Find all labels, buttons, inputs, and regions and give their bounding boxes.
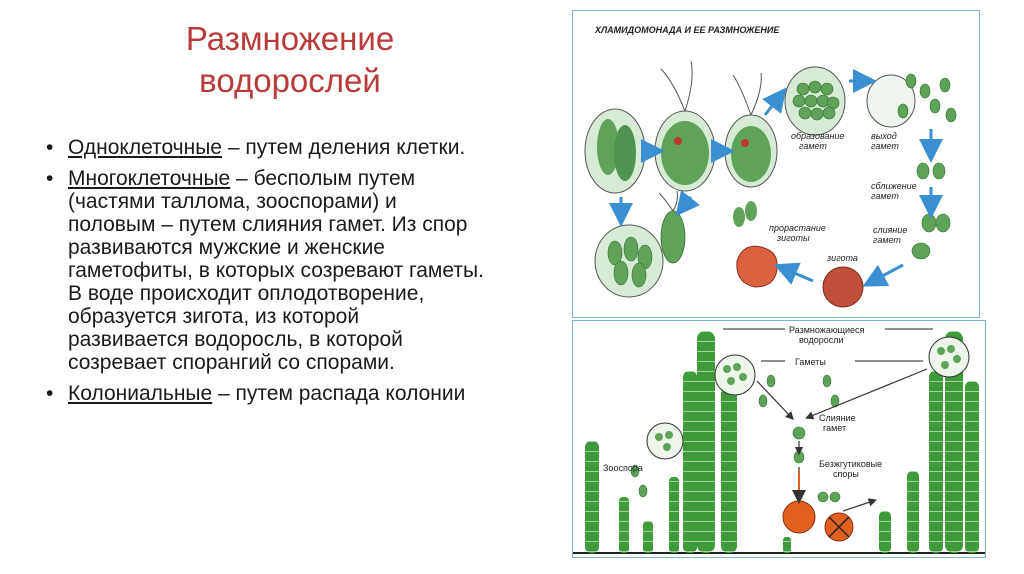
ulothrix-diagram	[573, 321, 985, 557]
cell-gamete-exit	[867, 74, 956, 127]
label-approach: сближение	[871, 181, 917, 191]
cell-dividing-2	[655, 61, 715, 191]
gametangium-right	[929, 337, 969, 377]
bullet-text: – путем распада колонии	[212, 382, 466, 405]
gametes-approach	[917, 163, 945, 179]
zygotes	[783, 501, 853, 541]
bullet-unicellular	[44, 136, 484, 159]
bullet-text: – путем деления клетки.	[221, 136, 466, 159]
ulothrix-figure	[572, 320, 986, 558]
cell-zoospores	[595, 225, 663, 297]
gametangium-left	[715, 355, 755, 395]
cell-dividing-1	[585, 109, 645, 193]
bullet-multicellular	[44, 167, 484, 374]
cell-young	[659, 191, 685, 263]
label-reproducing: Размножающиеся	[789, 325, 865, 335]
label-gamete-exit: выход	[871, 131, 897, 141]
label-fusion: слияние	[873, 225, 908, 235]
title-line-1: Размножение	[185, 20, 395, 57]
zygote-germination	[733, 201, 777, 287]
label-zoospore: Зооспора	[603, 463, 643, 473]
figure-top-title: ХЛАМИДОМОНАДА И ЕЕ РАЗМНОЖЕНИЕ	[595, 25, 780, 35]
label-aflagellate-2: споры	[833, 469, 859, 479]
label-gamete-formation: образование	[791, 131, 845, 141]
label-gamete-exit-2: гамет	[871, 141, 899, 151]
label-gamete-formation-2: гамет	[799, 141, 827, 151]
bullet-term: Колониальные	[68, 382, 213, 405]
process-arrows	[757, 369, 927, 511]
cell-dividing-3	[725, 73, 777, 187]
bullet-list	[44, 136, 484, 413]
zoosporangium	[647, 423, 683, 459]
label-fusion-2: гамет	[823, 423, 847, 433]
gametes-fusion	[912, 214, 950, 259]
title-line-2: водорослей	[199, 62, 381, 99]
bullet-text: – бесполым путем (частями таллома, зооспорами) и половым – путем слияния гамет. Из спор развиваются мужские и женские гаметофиты, в которых созревают гаметы. В воде происходит оплодотворение, образуется зигота, из которой развивается водоросль, в которой созревает спорангий со спорами.	[68, 167, 484, 374]
bullet-term: Многоклеточные	[68, 167, 231, 190]
label-germination: прорастание	[769, 223, 826, 233]
chlamydomonas-diagram	[573, 11, 979, 317]
label-fusion: Слияние	[819, 413, 856, 423]
zygote	[823, 267, 863, 307]
label-zygote: зигота	[827, 253, 858, 263]
label-fusion-2: гамет	[873, 235, 901, 245]
bullet-term: Одноклеточные	[68, 136, 222, 159]
slide-title	[150, 18, 430, 102]
label-aflagellate: Безжгутиковые	[819, 459, 883, 469]
bullet-colonial	[44, 382, 484, 405]
label-germination-2: зиготы	[777, 233, 810, 243]
label-gametes: Гаметы	[795, 357, 826, 367]
label-reproducing-2: водоросли	[799, 335, 844, 345]
chlamydomonas-figure	[572, 10, 980, 318]
label-approach-2: гамет	[871, 191, 899, 201]
cell-gamete-formation	[785, 67, 845, 135]
